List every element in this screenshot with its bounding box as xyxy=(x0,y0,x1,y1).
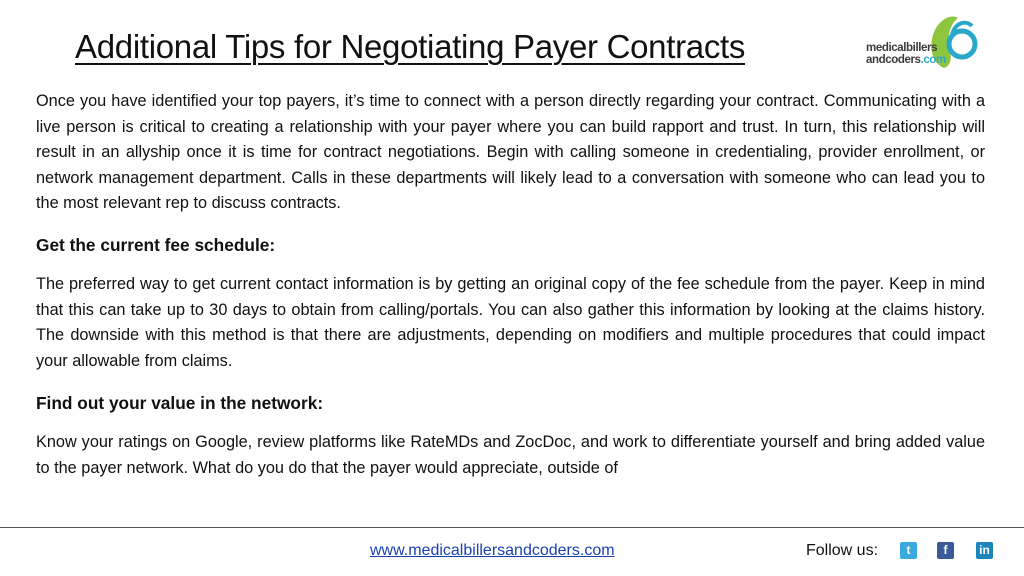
linkedin-glyph: in xyxy=(979,543,990,557)
linkedin-icon[interactable] xyxy=(976,542,993,559)
document-body xyxy=(36,89,985,481)
logo-suffix: .com xyxy=(920,54,946,66)
logo-line-2-main: andcoders xyxy=(866,54,921,66)
twitter-glyph: t xyxy=(906,543,911,557)
logo-line-2 xyxy=(866,54,946,66)
follow-us-label: Follow us: xyxy=(806,542,879,559)
logo-wordmark xyxy=(866,42,946,66)
website-link[interactable]: www.medicalbillersandcoders.com xyxy=(370,542,615,559)
intro-paragraph: Once you have identified your top payers, it’s time to connect with a person directly regarding your contract. Communicating with a live person is critical to creating a relationship with your payer where you can build rapport and trust. In turn, this relationship will result in an allyship once it is time for contract negotiations. Begin with calling someone in credentialing, provider enrollment, or network management department. Calls in these departments will likely lead to a conversation with someone who can lead you to the most relevant rep to discuss contracts. xyxy=(36,92,985,213)
network-value-paragraph: Know your ratings on Google, review platforms like RateMDs and ZocDoc, and work to differentiate yourself and bring added value to the payer network. What do you do that the payer would appreciate, outside of xyxy=(36,433,985,477)
facebook-glyph: f xyxy=(943,543,948,557)
section-heading-fee-schedule: Get the current fee schedule: xyxy=(36,234,276,255)
company-logo[interactable] xyxy=(866,12,1016,74)
fee-schedule-paragraph: The preferred way to get current contact information is by getting an original copy of the fee schedule from the payer. Keep in mind that this can take up to 30 days to obtain from calling/portals. You can also gather this information by looking at the claims history. The downside with this method is that there are adjustments, depending on modifiers and multiple procedures that could impact your allowable from claims. xyxy=(36,274,985,370)
footer-divider xyxy=(0,527,1024,528)
section-heading-network-value: Find out your value in the network: xyxy=(36,393,324,414)
facebook-icon[interactable] xyxy=(937,542,954,559)
logo-line-1: medicalbillers xyxy=(866,42,938,54)
twitter-icon[interactable] xyxy=(900,542,917,559)
page-title: Additional Tips for Negotiating Payer Contracts xyxy=(75,28,746,65)
